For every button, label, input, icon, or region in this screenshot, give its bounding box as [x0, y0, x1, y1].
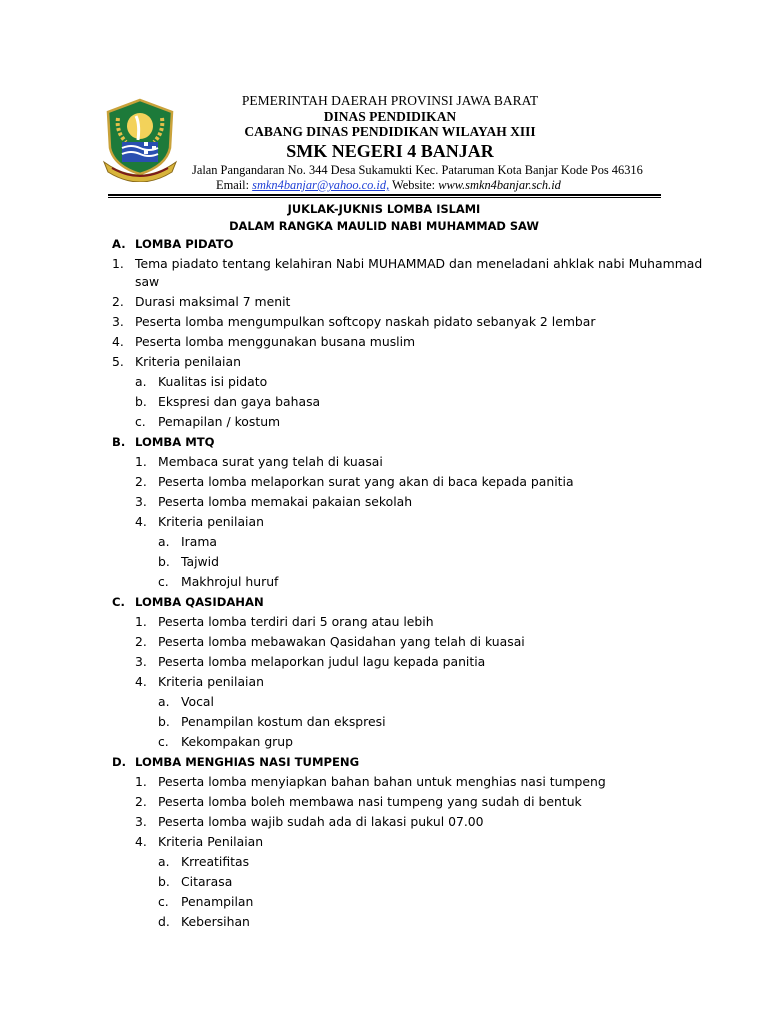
list-item-text: Peserta lomba melaporkan surat yang akan di baca kepada panitia: [158, 474, 574, 489]
email-link[interactable]: smkn4banjar@yahoo.co.id,: [252, 178, 390, 192]
sub-item-text: Citarasa: [181, 874, 233, 889]
list-item-marker: 4.: [112, 334, 124, 349]
website-label: Website:: [392, 178, 436, 192]
section-heading-text: LOMBA QASIDAHAN: [135, 595, 264, 609]
document-title: JUKLAK-JUKNIS LOMBA ISLAMI: [287, 202, 481, 216]
website-text: www.smkn4banjar.sch.id: [438, 178, 561, 192]
section-heading-text: LOMBA MTQ: [135, 435, 215, 449]
list-item-continuation-text: saw: [135, 274, 160, 289]
sub-item-text: Tajwid: [181, 554, 219, 569]
government-name: PEMERINTAH DAERAH PROVINSI JAWA BARAT: [241, 93, 539, 108]
sub-item-marker: a.: [158, 534, 170, 549]
list-item-marker: 3.: [112, 314, 124, 329]
list-item-text: Kriteria penilaian: [135, 354, 241, 369]
sub-item-text: Penampilan: [181, 894, 254, 909]
list-item-marker: 1.: [112, 256, 124, 271]
list-item-marker: 4.: [135, 674, 147, 689]
list-item-marker: 2.: [135, 634, 147, 649]
agency-name: DINAS PENDIDIKAN: [323, 109, 457, 124]
list-item-marker: 4.: [135, 834, 147, 849]
sub-item-text: Penampilan kostum dan ekspresi: [181, 714, 386, 729]
list-item-text: Peserta lomba mengumpulkan softcopy naskah pidato sebanyak 2 lembar: [135, 314, 596, 329]
list-item-text: Peserta lomba menyiapkan bahan bahan untuk menghias nasi tumpeng: [158, 774, 606, 789]
list-item-text: Kriteria Penilaian: [158, 834, 264, 849]
sub-item-marker: d.: [158, 914, 170, 929]
list-item-text: Peserta lomba memakai pakaian sekolah: [158, 494, 413, 509]
section-heading-marker: B.: [112, 435, 126, 449]
west-java-emblem-icon: [100, 96, 180, 182]
sub-item-marker: c.: [135, 414, 146, 429]
letterhead-divider-thin: [108, 197, 661, 198]
sub-item-text: Kualitas isi pidato: [158, 374, 268, 389]
list-item-text: Tema piadato tentang kelahiran Nabi MUHAMMAD dan meneladani ahklak nabi Muhammad: [135, 256, 703, 271]
sub-item-text: Ekspresi dan gaya bahasa: [158, 394, 321, 409]
school-name: SMK NEGERI 4 BANJAR: [286, 141, 494, 161]
sub-item-marker: a.: [135, 374, 147, 389]
list-item-marker: 4.: [135, 514, 147, 529]
list-item-text: Peserta lomba terdiri dari 5 orang atau lebih: [158, 614, 434, 629]
list-item-text: Peserta lomba wajib sudah ada di lakasi pukul 07.00: [158, 814, 484, 829]
sub-item-marker: b.: [158, 714, 170, 729]
school-address: Jalan Pangandaran No. 344 Desa Sukamukti Kec. Pataruman Kota Banjar Kode Pos 46316: [192, 163, 643, 177]
section-heading-marker: D.: [112, 755, 127, 769]
list-item-marker: 1.: [135, 454, 147, 469]
list-item-marker: 2.: [112, 294, 124, 309]
list-item-text: Durasi maksimal 7 menit: [135, 294, 291, 309]
list-item-marker: 2.: [135, 794, 147, 809]
list-item-text: Peserta lomba boleh membawa nasi tumpeng yang sudah di bentuk: [158, 794, 582, 809]
sub-item-marker: a.: [158, 694, 170, 709]
list-item-marker: 3.: [135, 654, 147, 669]
list-item-text: Kriteria penilaian: [158, 514, 264, 529]
list-item-marker: 3.: [135, 814, 147, 829]
list-item-text: Peserta lomba melaporkan judul lagu kepada panitia: [158, 654, 486, 669]
section-heading-marker: A.: [112, 237, 126, 251]
sub-item-text: Makhrojul huruf: [181, 574, 279, 589]
letterhead: [190, 92, 590, 163]
list-item-text: Membaca surat yang telah di kuasai: [158, 454, 383, 469]
list-item-marker: 1.: [135, 614, 147, 629]
list-item-marker: 1.: [135, 774, 147, 789]
sub-item-marker: b.: [158, 874, 170, 889]
email-label: Email:: [216, 178, 250, 192]
sub-item-marker: b.: [158, 554, 170, 569]
contact-line: [216, 178, 561, 193]
sub-item-marker: c.: [158, 894, 169, 909]
sub-item-text: Vocal: [181, 694, 214, 709]
section-heading-marker: C.: [112, 595, 125, 609]
sub-item-text: Kekompakan grup: [181, 734, 293, 749]
section-heading-text: LOMBA MENGHIAS NASI TUMPENG: [135, 755, 360, 769]
sub-item-marker: c.: [158, 734, 169, 749]
section-heading-text: LOMBA PIDATO: [135, 237, 234, 251]
list-item-text: Kriteria penilaian: [158, 674, 264, 689]
sub-item-text: Irama: [181, 534, 218, 549]
sub-item-text: Krreatifitas: [181, 854, 250, 869]
letterhead-divider: [108, 194, 661, 196]
list-item-marker: 5.: [112, 354, 124, 369]
sub-item-marker: c.: [158, 574, 169, 589]
list-item-marker: 2.: [135, 474, 147, 489]
sub-item-text: Pemapilan / kostum: [158, 414, 281, 429]
list-item-text: Peserta lomba mebawakan Qasidahan yang telah di kuasai: [158, 634, 525, 649]
sub-item-marker: a.: [158, 854, 170, 869]
list-item-marker: 3.: [135, 494, 147, 509]
list-item-text: Peserta lomba menggunakan busana muslim: [135, 334, 416, 349]
branch-name: CABANG DINAS PENDIDIKAN WILAYAH XIII: [244, 124, 536, 139]
sub-item-text: Kebersihan: [181, 914, 250, 929]
document-subtitle: DALAM RANGKA MAULID NABI MUHAMMAD SAW: [229, 219, 539, 233]
sub-item-marker: b.: [135, 394, 147, 409]
